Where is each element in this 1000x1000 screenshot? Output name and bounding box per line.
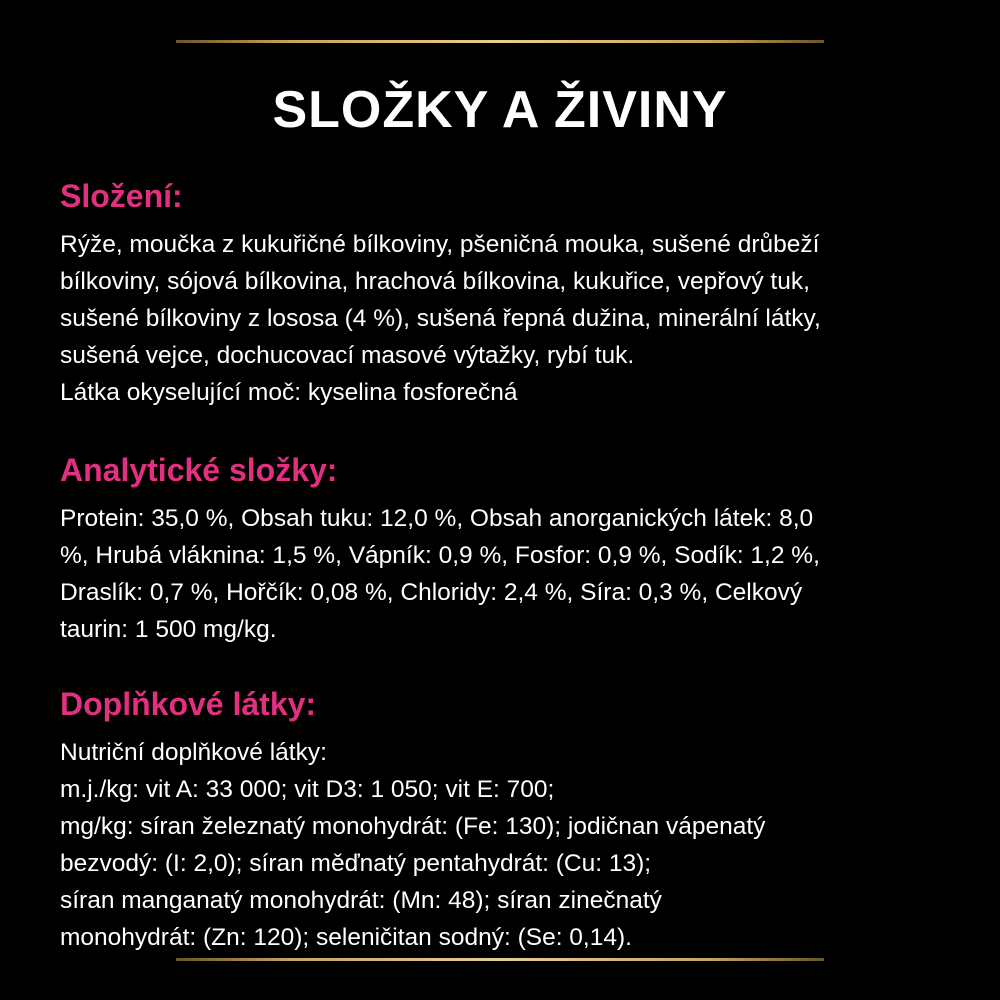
additives-heading: Doplňkové látky: (60, 686, 317, 722)
composition-heading: Složení: (60, 178, 183, 214)
analytical-constituents-section (60, 450, 960, 648)
composition-section (60, 176, 960, 411)
analytical-constituents-text: Protein: 35,0 %, Obsah tuku: 12,0 %, Obsah anorganických látek: 8,0 %, Hrubá vláknina: 1,5 %, Vápník: 0,9 %, Fosfor: 0,9 %, Sodík: 1,2 %, Draslík: 0,7 %, Hořčík: 0,08 %, Chloridy: 2,4 %, Síra: 0,3 %, Celkový taurin: 1 500 mg/kg. (60, 505, 820, 643)
bottom-gold-divider (176, 958, 824, 961)
additives-section (60, 684, 960, 956)
composition-text: Rýže, moučka z kukuřičné bílkoviny, pšeničná mouka, sušené drůbeží bílkoviny, sójová bílkovina, hrachová bílkovina, kukuřice, vepřový tuk, sušené bílkoviny z lososa (4 %), sušená řepná dužina, minerální látky, sušená vejce, dochucovací masové výtažky, rybí tuk. Látka okyselující moč: kyselina fosforečná (60, 231, 821, 406)
analytical-constituents-heading: Analytické složky: (60, 452, 338, 488)
page-title: SLOŽKY A ŽIVINY (272, 81, 728, 139)
top-gold-divider (176, 40, 824, 43)
additives-text: Nutriční doplňkové látky: m.j./kg: vit A: 33 000; vit D3: 1 050; vit E: 700; mg/kg: síran železnatý monohydrát: (Fe: 130); jodičnan vápenatý bezvodý: (I: 2,0); síran měďnatý pentahydrát: (Cu: 13); síran manganatý monohydrát: (Mn: 48); síran zinečnatý monohydrát: (Zn: 120); seleničitan sodný: (Se: 0,14). (60, 739, 766, 951)
